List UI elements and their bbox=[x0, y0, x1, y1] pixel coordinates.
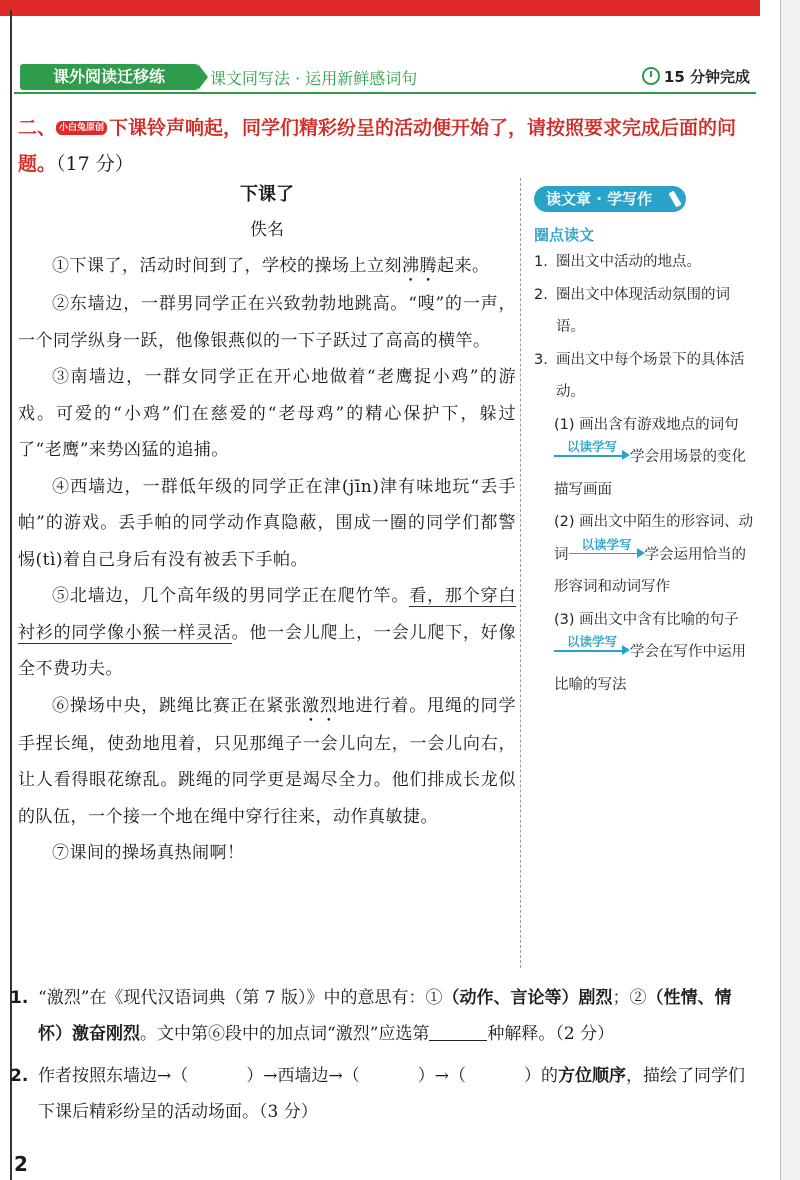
arrow-icon: 以读学写 bbox=[554, 640, 630, 656]
question-1-number: 1. bbox=[10, 988, 29, 1008]
guide-item-3: 3. 画出文中每个场景下的具体活动。 bbox=[534, 351, 745, 400]
paragraph-7: ⑦课间的操场真热闹啊！ bbox=[52, 843, 245, 863]
paragraph-4: ④西墙边，一群低年级的同学正在津(jīn)津有味地玩“丢手帕”的游戏。丢手帕的同学动作真隐蔽，围成一圈的同学们都警惕(tì)着自己身后有没有被丢下手帕。 bbox=[18, 476, 516, 570]
pencil-icon bbox=[669, 191, 682, 208]
time-text: 15 分钟完成 bbox=[663, 68, 750, 86]
sidebar-heading: 圈点读文 bbox=[534, 226, 595, 244]
question-2-number: 2. bbox=[10, 1066, 29, 1086]
question-1: 1. “激烈”在《现代汉语词典（第 7 版）》中的意思有：①（动作、言论等）剧烈；②（性情、情怀）激奋刚烈。文中第⑥段中的加点词“激烈”应选第 种解释。（2 分） bbox=[10, 980, 750, 1052]
paragraph-6: ⑥操场中央，跳绳比赛正在紧张激烈地进行着。甩绳的同学手捏长绳，使劲地甩着，只见那绳子一会儿向左，一会儿向右，让人看得眼花缭乱。跳绳的同学更是竭尽全力。他们排成长龙似的队伍，一个接一个地在绳中穿行往来，动作真敏捷。 bbox=[18, 695, 517, 827]
article-author: 佚名 bbox=[250, 220, 284, 240]
dotted-word-feiteng: 沸腾 bbox=[402, 256, 437, 276]
question-score: （17 分） bbox=[56, 153, 134, 175]
time-limit bbox=[642, 66, 750, 87]
original-badge: 小白兔原创 bbox=[56, 121, 107, 135]
dotted-word-jilie: 激烈 bbox=[302, 695, 338, 716]
questions-section bbox=[10, 980, 750, 1130]
question-2: 2. 作者按照东墙边→（ ）→西墙边→（ ）→（ ）的方位顺序，描绘了同学们下课后精彩纷呈的活动场面。（3 分） bbox=[10, 1058, 750, 1130]
sidebar-tag: 读文章 · 学写作 bbox=[534, 186, 686, 212]
section-header bbox=[14, 62, 756, 94]
article-title: 下课了 bbox=[240, 184, 294, 205]
paragraph-1: ①下课了，活动时间到了，学校的操场上立刻沸腾起来。 bbox=[52, 256, 490, 276]
answer-blank-q1[interactable] bbox=[429, 1022, 487, 1041]
underlined-sentence: 看，那个穿白衬衫的同学像小猴一样灵活 bbox=[18, 586, 517, 643]
guide-sub-3: (3) 画出文中含有比喻的句子 以读学写 学会在写作中运用比喻的写法 bbox=[554, 611, 746, 693]
sidebar-guide bbox=[534, 186, 754, 701]
guide-sub-1: (1) 画出含有游戏地点的词句 以读学写 学会用场景的变化描写画面 bbox=[554, 416, 746, 498]
question-text: 下课铃声响起，同学们精彩纷呈的活动便开始了，请按照要求完成后面的问题。 bbox=[18, 117, 737, 175]
question-title bbox=[18, 110, 758, 182]
paragraph-5: ⑤北墙边，几个高年级的男同学正在爬竹竿。看，那个穿白衬衫的同学像小猴一样灵活。他一会儿爬上，一会儿爬下，好像全不费功夫。 bbox=[18, 586, 517, 679]
guide-item-1: 1. 圈出文中活动的地点。 bbox=[534, 254, 701, 270]
arrow-icon: 以读学写 bbox=[569, 543, 645, 559]
paragraph-3: ③南墙边，一群女同学正在开心地做着“老鹰捉小鸡”的游戏。可爱的“小鸡”们在慈爱的“老母鸡”的精心保护下，躲过了“老鹰”来势凶猛的追捕。 bbox=[18, 367, 516, 460]
section-tag: 课外阅读迁移练 bbox=[20, 64, 198, 90]
arrow-icon: 以读学写 bbox=[554, 445, 630, 461]
header-underline bbox=[14, 92, 756, 94]
page-number: 2 bbox=[14, 1152, 28, 1176]
page-right-edge bbox=[780, 0, 800, 1180]
reading-article bbox=[18, 178, 516, 872]
top-red-bar bbox=[0, 0, 760, 16]
guide-item-2: 2. 圈出文中体现活动氛围的词语。 bbox=[534, 286, 730, 335]
column-divider bbox=[520, 178, 521, 968]
section-subtitle: 课文同写法 · 运用新鲜感词句 bbox=[210, 69, 418, 88]
question-prefix: 二、 bbox=[18, 117, 57, 139]
guide-sub-2: (2) 画出文中陌生的形容词、动词 以读学写 学会运用恰当的形容词和动词写作 bbox=[554, 514, 754, 595]
clock-icon bbox=[642, 67, 660, 85]
paragraph-2: ②东墙边，一群男同学正在兴致勃勃地跳高。“嗖”的一声，一个同学纵身一跃，他像银燕似的一下子跃过了高高的横竿。 bbox=[18, 294, 516, 351]
